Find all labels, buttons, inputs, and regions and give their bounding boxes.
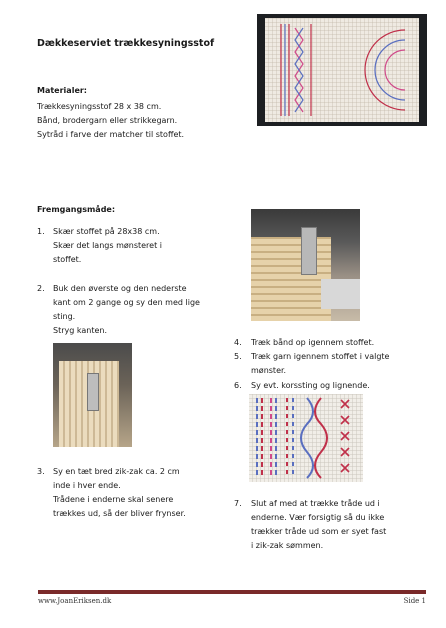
step-line: Stryg kanten. [53, 326, 107, 335]
step-line: inde i hver ende. [53, 481, 121, 490]
materials-line: Bånd, brodergarn eller strikkegarn. [37, 116, 178, 125]
step-number: 7. [234, 499, 242, 508]
footer-website: www.JoanEriksen.dk [38, 597, 112, 605]
page-title: Dækkeserviet trækkesyningsstof [37, 38, 215, 49]
step-number: 3. [37, 467, 45, 476]
materials-heading: Materialer: [37, 86, 88, 95]
footer-rule [38, 590, 426, 594]
step-line: Trådene i enderne skal senere [53, 495, 174, 504]
placemat-pattern [265, 18, 419, 122]
step-line: mønster. [251, 366, 287, 375]
placemat-photo [257, 14, 427, 126]
step-1 [53, 225, 162, 267]
materials-list [37, 100, 184, 142]
step-number: 6. [234, 381, 242, 390]
materials-line: Trækkesyningsstof 28 x 38 cm. [37, 102, 162, 111]
step-line: enderne. Vær forsigtig så du ikke [251, 513, 385, 522]
footer-page-number: Side 1 [403, 597, 426, 605]
step-line: kant om 2 gange og sy den med lige [53, 298, 200, 307]
step-line: i zik-zak sømmen. [251, 541, 324, 550]
procedure-heading: Fremgangsmåde: [37, 205, 116, 214]
step-line: sting. [53, 312, 76, 321]
step-5 [251, 350, 389, 378]
step-line: Slut af med at trække tråde ud i [251, 499, 380, 508]
step-line: trækker tråde ud som er syet fast [251, 527, 387, 536]
step-3 [53, 465, 186, 521]
stitch-pattern [249, 394, 363, 482]
step-line: Skær det langs mønsteret i [53, 241, 162, 250]
step-line: stoffet. [53, 255, 82, 264]
step-number: 4. [234, 338, 242, 347]
sewing-photo-small [53, 343, 132, 447]
step-4 [251, 336, 374, 350]
step-number: 5. [234, 352, 242, 361]
step-7 [251, 497, 386, 553]
step-number: 1. [37, 227, 45, 236]
step-6 [251, 379, 370, 393]
sewing-machine-photo [251, 209, 360, 321]
step-line: Træk bånd op igennem stoffet. [251, 338, 375, 347]
step-2 [53, 282, 200, 338]
step-line: trækkes ud, så der bliver frynser. [53, 509, 186, 518]
step-line: Buk den øverste og den nederste [53, 284, 187, 293]
step-line: Sy evt. korssting og lignende. [251, 381, 370, 390]
step-line: Sy en tæt bred zik-zak ca. 2 cm [53, 467, 180, 476]
stitch-pattern-photo [249, 394, 363, 482]
step-line: Skær stoffet på 28x38 cm. [53, 227, 160, 236]
step-line: Træk garn igennem stoffet i valgte [251, 352, 390, 361]
materials-line: Sytråd i farve der matcher til stoffet. [37, 130, 185, 139]
step-number: 2. [37, 284, 45, 293]
